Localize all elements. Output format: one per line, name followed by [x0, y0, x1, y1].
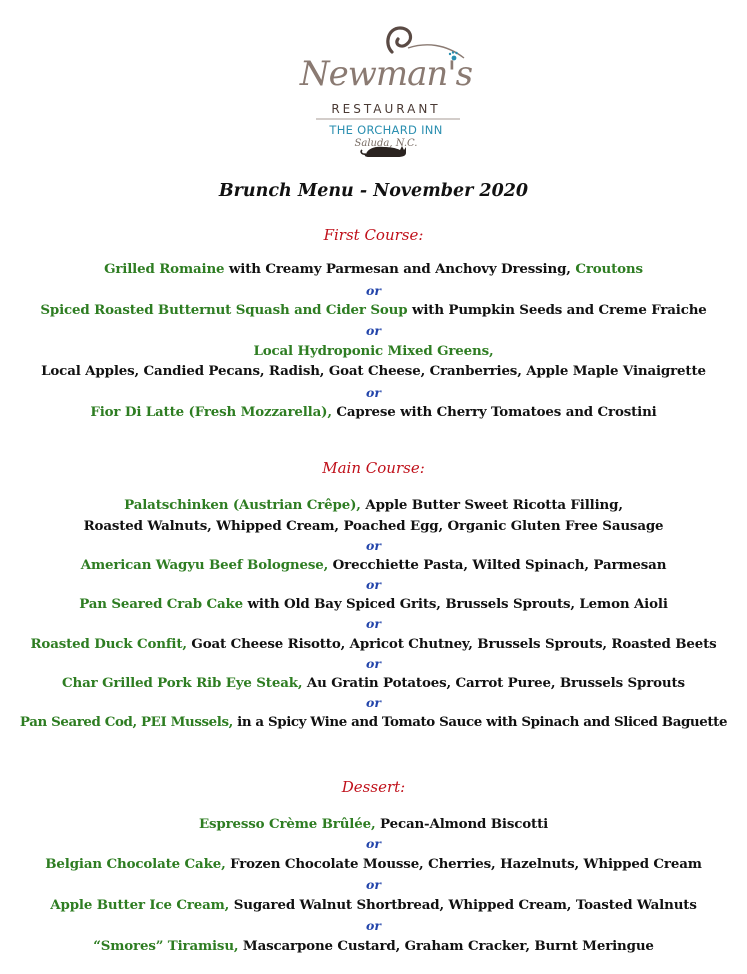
dish-description: Frozen Chocolate Mousse, Cherries, Hazelnuts, Whipped Cream [225, 856, 702, 872]
or-separator: or [366, 695, 381, 710]
dish-name: Char Grilled Pork Rib Eye Steak, [62, 675, 303, 691]
dish-name: Roasted Duck Confit, [30, 636, 187, 652]
dish-description: Roasted Walnuts, Whipped Cream, Poached Egg, Organic Gluten Free Sausage [83, 518, 664, 534]
dish-description: Caprese with Cherry Tomatoes and Crostini [331, 404, 657, 420]
menu-item [0, 596, 747, 612]
dish-description: with Old Bay Spiced Grits, Brussels Sprouts, Lemon Aioli [243, 596, 668, 612]
dish-name: Local Hydroponic Mixed Greens, [253, 343, 494, 359]
dish-name: Pan Seared Crab Cake [79, 596, 243, 612]
dish-name-tail: Croutons [575, 261, 643, 277]
menu-item [0, 856, 747, 872]
dish-name: Belgian Chocolate Cake, [45, 856, 226, 872]
dish-description: in a Spicy Wine and Tomato Sauce with Spinach and Sliced Baguette [232, 714, 728, 730]
dish-name: Pan Seared Cod, PEI Mussels, [19, 714, 233, 730]
or-separator: or [366, 616, 381, 631]
menu-item [0, 497, 747, 513]
dessert-heading: Dessert: [341, 778, 406, 796]
menu-item [0, 675, 747, 691]
menu-item [0, 938, 747, 954]
dish-name: Apple Butter Ice Cream, [50, 897, 230, 913]
menu-item [0, 714, 747, 730]
or-separator: or [366, 323, 381, 338]
dish-name: Espresso Crème Brûlée, [198, 816, 376, 832]
menu-item [0, 261, 747, 277]
menu-item-continued [0, 363, 747, 379]
logo-name: Newman's [299, 54, 473, 94]
menu-item [0, 302, 747, 318]
or-separator: or [366, 877, 381, 892]
menu-item-continued [0, 518, 747, 534]
dish-name: Fior Di Latte (Fresh Mozzarella), [90, 404, 332, 420]
menu-item [0, 343, 747, 359]
dish-name: Palatschinken (Austrian Crêpe), [124, 497, 361, 513]
main-course-heading: Main Course: [322, 459, 425, 477]
dish-description: Sugared Walnut Shortbread, Whipped Cream, Toasted Walnuts [229, 897, 697, 913]
logo-place: Saluda, N.C. [354, 138, 418, 149]
or-separator: or [366, 385, 381, 400]
dish-description: Local Apples, Candied Pecans, Radish, Goat Cheese, Cranberries, Apple Maple Vinaigrette [41, 363, 706, 379]
page-title: Brunch Menu - November 2020 [218, 181, 529, 201]
dish-description: Goat Cheese Risotto, Apricot Chutney, Brussels Sprouts, Roasted Beets [186, 636, 717, 652]
dish-description: with Pumpkin Seeds and Creme Fraiche [407, 302, 707, 318]
or-separator: or [366, 836, 381, 851]
or-separator: or [366, 538, 381, 553]
menu-item [0, 816, 747, 832]
menu-item [0, 897, 747, 913]
dish-description: with Creamy Parmesan and Anchovy Dressing, [224, 261, 576, 277]
or-separator: or [366, 283, 381, 298]
restaurant-logo [296, 14, 476, 164]
dish-description: Mascarpone Custard, Graham Cracker, Burnt Meringue [238, 938, 654, 954]
dish-description: Apple Butter Sweet Ricotta Filling, [360, 497, 623, 513]
menu-item [0, 557, 747, 573]
menu-item [0, 636, 747, 652]
dish-name: American Wagyu Beef Bolognese, [80, 557, 329, 573]
dish-name: “Smores” Tiramisu, [93, 938, 239, 954]
menu-item [0, 404, 747, 420]
logo-restaurant: RESTAURANT [331, 102, 441, 116]
or-separator: or [366, 918, 381, 933]
logo-inn: THE ORCHARD INN [329, 123, 443, 137]
or-separator: or [366, 656, 381, 671]
or-separator: or [366, 577, 381, 592]
dish-name: Grilled Romaine [104, 261, 225, 277]
dish-description: Pecan-Almond Biscotti [375, 816, 549, 832]
dish-name: Spiced Roasted Butternut Squash and Cider Soup [40, 302, 408, 318]
dish-description: Orecchiette Pasta, Wilted Spinach, Parmesan [328, 557, 667, 573]
dish-description: Au Gratin Potatoes, Carrot Puree, Brussels Sprouts [302, 675, 685, 691]
first-course-heading: First Course: [323, 226, 424, 244]
